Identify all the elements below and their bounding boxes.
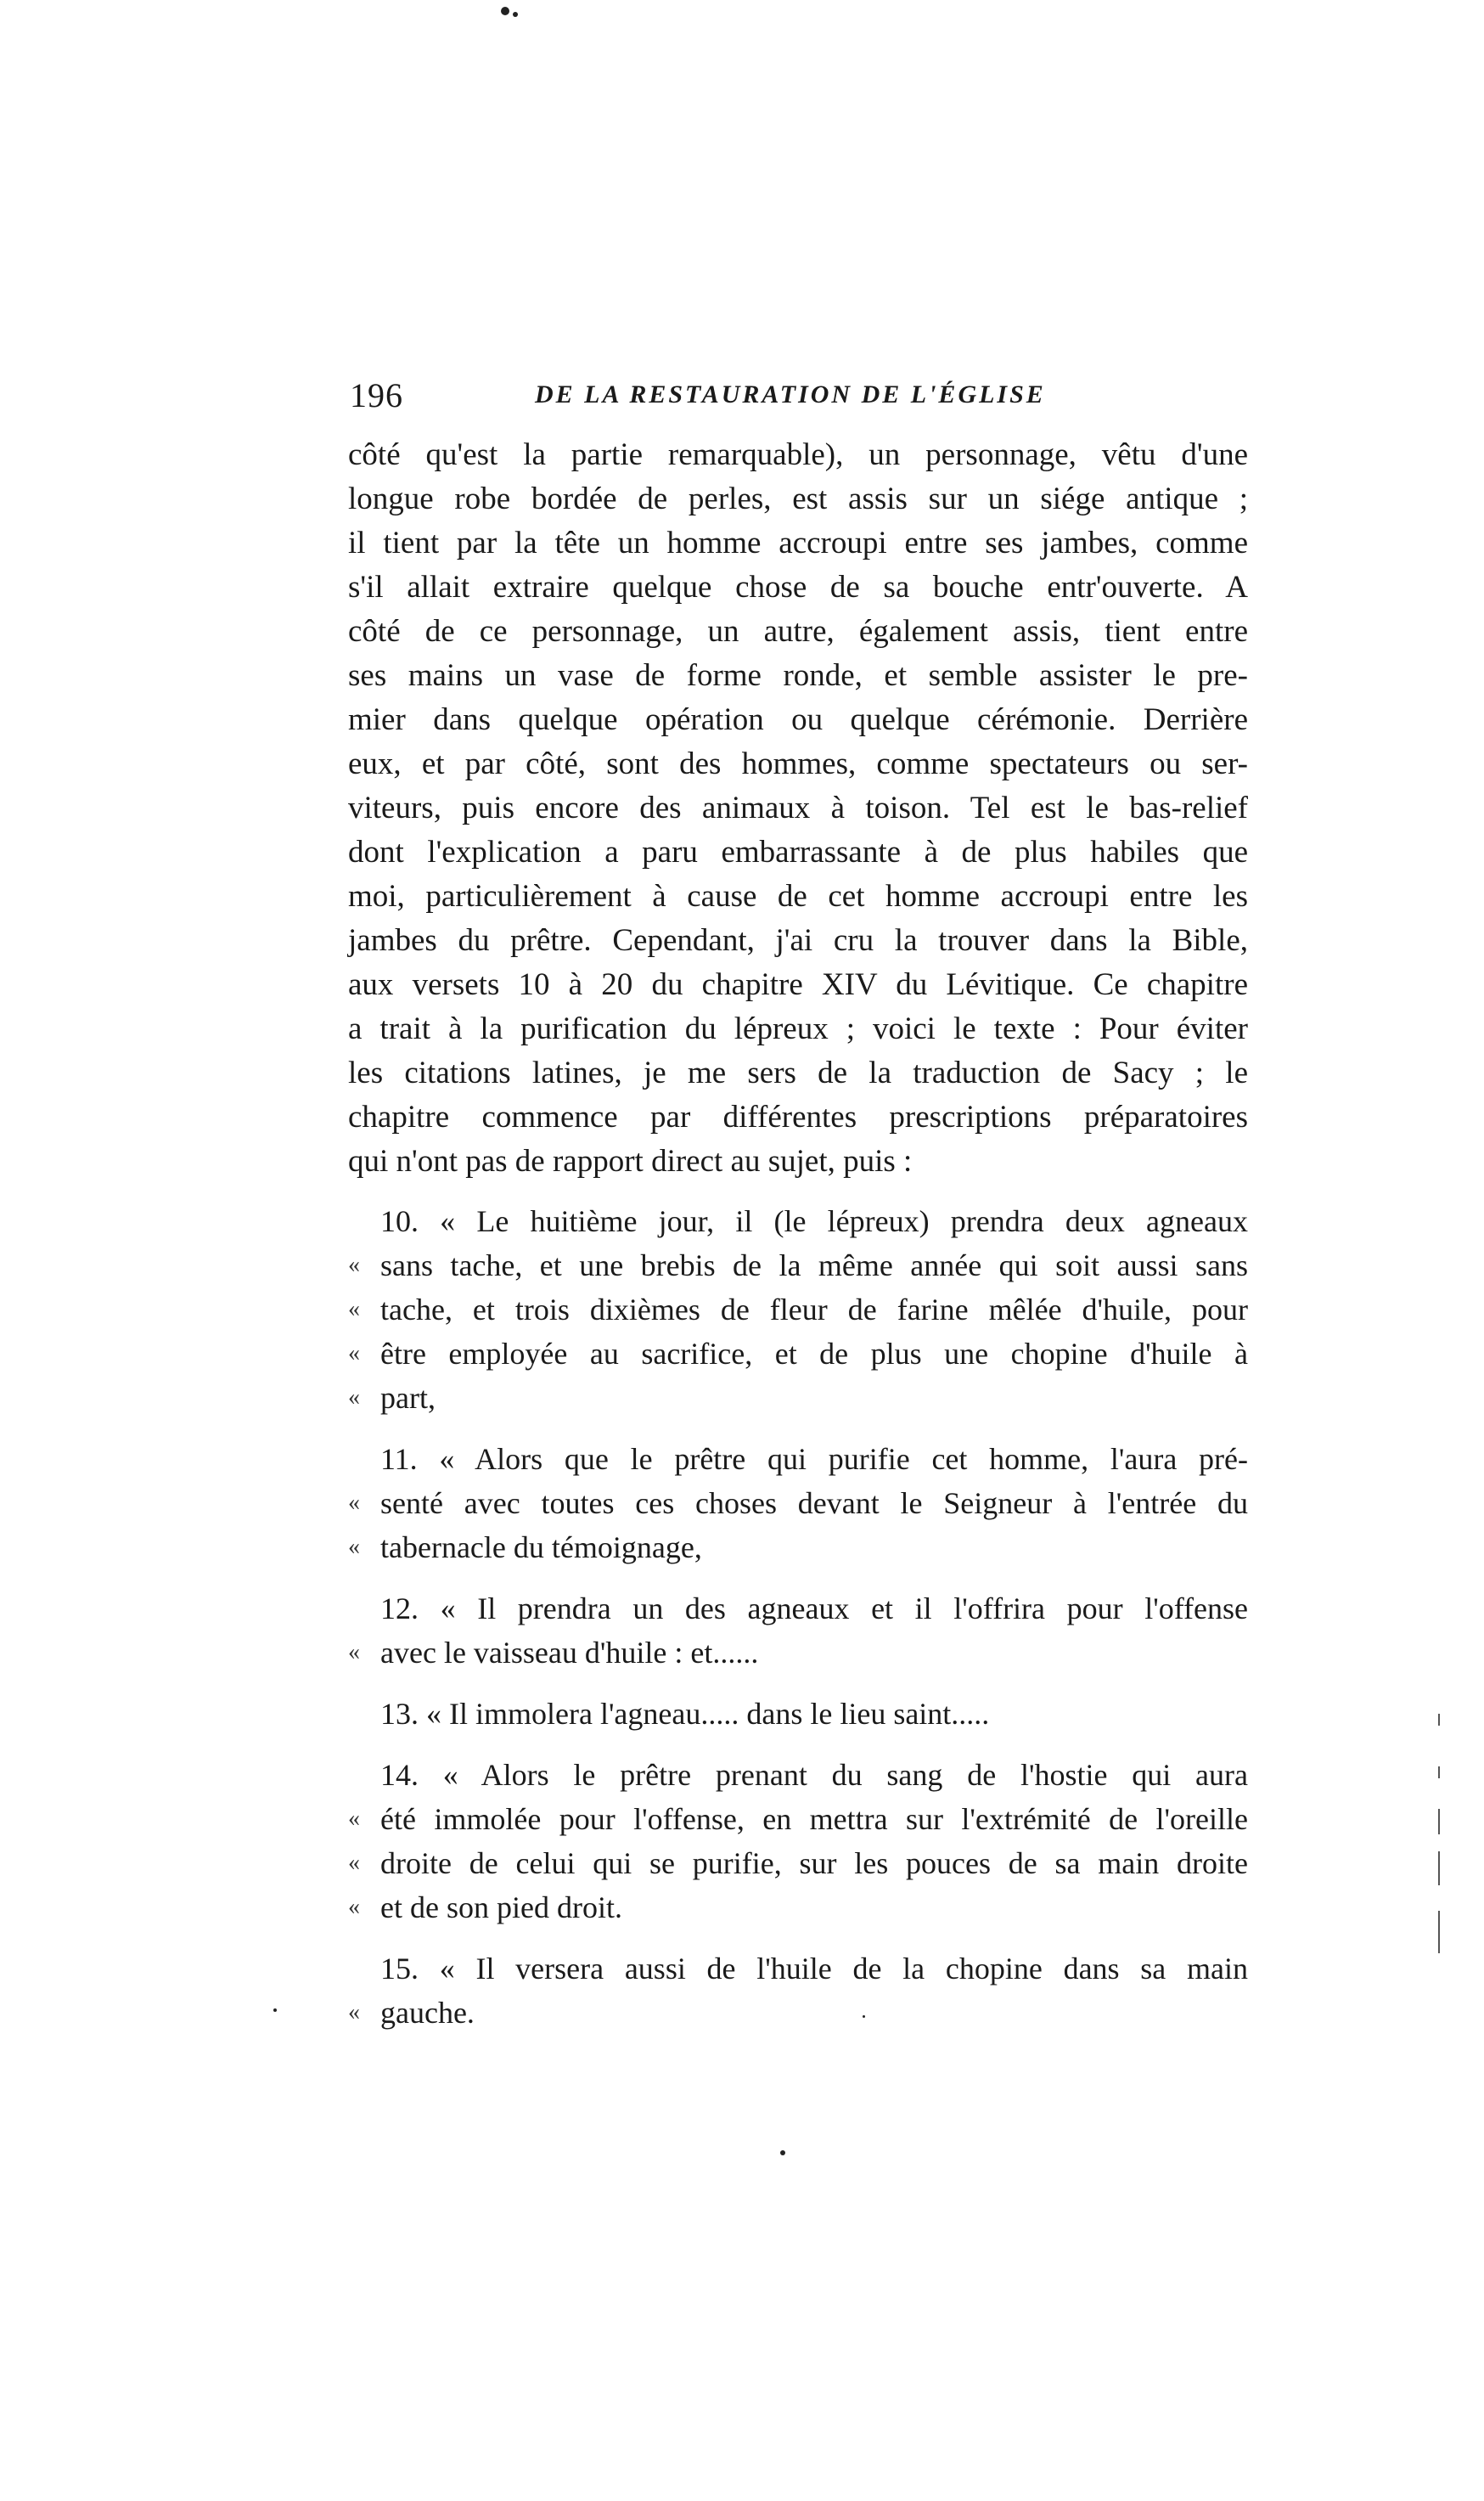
verse-line-text: être employée au sacrifice, et de plus une chopine d'huile à <box>380 1337 1248 1371</box>
verse-line <box>348 1631 1248 1675</box>
text-line: viteurs, puis encore des animaux à toison. Tel est le bas-relief <box>348 791 1248 825</box>
verse-line <box>348 1797 1248 1841</box>
scan-speck <box>780 2150 785 2155</box>
text-line: côté de ce personnage, un autre, également assis, tient entre <box>348 614 1248 649</box>
text-line: jambes du prêtre. Cependant, j'ai cru la trouver dans la Bible, <box>348 923 1248 958</box>
scan-speck <box>273 2008 277 2012</box>
scan-mark <box>1438 1714 1440 1726</box>
verse-line: 15. « Il versera aussi de l'huile de la chopine dans sa main <box>380 1952 1248 1986</box>
text-line: mier dans quelque opération ou quelque cérémonie. Derrière <box>348 702 1248 737</box>
text-line: côté qu'est la partie remarquable), un personnage, vêtu d'une <box>348 437 1248 472</box>
running-title: DE LA RESTAURATION DE L'ÉGLISE <box>535 380 1046 408</box>
quote-mark: « <box>348 1384 360 1411</box>
text-line: il tient par la tête un homme accroupi entre ses jambes, comme <box>348 526 1248 560</box>
scan-speck <box>863 2015 865 2018</box>
quote-mark: « <box>348 1805 360 1832</box>
text-line: s'il allait extraire quelque chose de sa bouche entr'ouverte. A <box>348 570 1248 605</box>
text-line: moi, particulièrement à cause de cet homme accroupi entre les <box>348 879 1248 914</box>
verse-line <box>348 1287 1248 1332</box>
scan-speck <box>513 12 518 17</box>
verse-line-text: droite de celui qui se purifie, sur les pouces de sa main droite <box>380 1846 1248 1880</box>
text-line: ses mains un vase de forme ronde, et semble assister le pre- <box>348 658 1248 693</box>
scan-speck <box>501 7 509 15</box>
verse-line <box>348 1376 1248 1420</box>
text-line: dont l'explication a paru embarrassante à de plus habiles que <box>348 835 1248 870</box>
text-line: a trait à la purification du lépreux ; voici le texte : Pour éviter <box>348 1011 1248 1046</box>
verse-line-text: part, <box>380 1381 436 1415</box>
scan-mark <box>1438 1766 1440 1778</box>
quote-mark: « <box>348 1490 360 1516</box>
text-line: qui n'ont pas de rapport direct au sujet, puis : <box>348 1144 913 1179</box>
verse-14 <box>348 1753 1248 1929</box>
verse-line: 11. « Alors que le prêtre qui purifie cet homme, l'aura pré- <box>380 1442 1248 1476</box>
verse-line: 12. « Il prendra un des agneaux et il l'offrira pour l'offense <box>380 1591 1248 1625</box>
quote-mark: « <box>348 1296 360 1322</box>
verse-line: 13. « Il immolera l'agneau..... dans le lieu saint..... <box>380 1697 990 1731</box>
verse-line <box>348 1332 1248 1376</box>
quote-mark: « <box>348 1340 360 1366</box>
verse-list <box>348 1199 1248 2052</box>
quote-mark: « <box>348 1999 360 2025</box>
verse-10 <box>348 1199 1248 1420</box>
main-paragraph <box>348 433 1248 1184</box>
verse-line-text: tabernacle du témoignage, <box>380 1530 702 1564</box>
verse-line-text: été immolée pour l'offense, en mettra sur l'extrémité de l'oreille <box>380 1802 1248 1836</box>
verse-line: 10. « Le huitième jour, il (le lépreux) prendra deux agneaux <box>380 1204 1248 1238</box>
text-line: les citations latines, je me sers de la traduction de Sacy ; le <box>348 1056 1248 1090</box>
verse-line <box>348 1243 1248 1287</box>
text-line: longue robe bordée de perles, est assis sur un siége antique ; <box>348 482 1248 516</box>
text-line: chapitre commence par différentes prescriptions préparatoires <box>348 1100 1248 1135</box>
verse-12 <box>348 1586 1248 1675</box>
scan-mark <box>1438 1809 1440 1834</box>
verse-line-text: gauche. <box>380 1996 475 2030</box>
verse-line <box>348 1991 1248 2035</box>
quote-mark: « <box>348 1534 360 1560</box>
text-line: eux, et par côté, sont des hommes, comme spectateurs ou ser- <box>348 746 1248 781</box>
text-line: aux versets 10 à 20 du chapitre XIV du Lévitique. Ce chapitre <box>348 967 1248 1002</box>
page-number: 196 <box>350 376 403 414</box>
verse-line-text: avec le vaisseau d'huile : et...... <box>380 1636 759 1670</box>
scan-mark <box>1438 1911 1440 1953</box>
verse-line-text: senté avec toutes ces choses devant le Seigneur à l'entrée du <box>380 1486 1248 1520</box>
quote-mark: « <box>348 1894 360 1920</box>
verse-line-text: tache, et trois dixièmes de fleur de farine mêlée d'huile, pour <box>380 1293 1248 1327</box>
verse-13 <box>348 1692 1248 1736</box>
verse-11 <box>348 1437 1248 1569</box>
verse-line-text: et de son pied droit. <box>380 1890 622 1924</box>
verse-line <box>348 1841 1248 1885</box>
verse-line-text: sans tache, et une brebis de la même année qui soit aussi sans <box>380 1248 1248 1282</box>
page-header <box>350 372 1250 423</box>
verse-15 <box>348 1946 1248 2035</box>
verse-line <box>348 1481 1248 1525</box>
scan-mark <box>1438 1851 1440 1885</box>
verse-line: 14. « Alors le prêtre prenant du sang de l'hostie qui aura <box>380 1758 1248 1792</box>
verse-line <box>348 1525 1248 1569</box>
quote-mark: « <box>348 1850 360 1876</box>
verse-line <box>348 1885 1248 1929</box>
quote-mark: « <box>348 1639 360 1665</box>
quote-mark: « <box>348 1252 360 1278</box>
